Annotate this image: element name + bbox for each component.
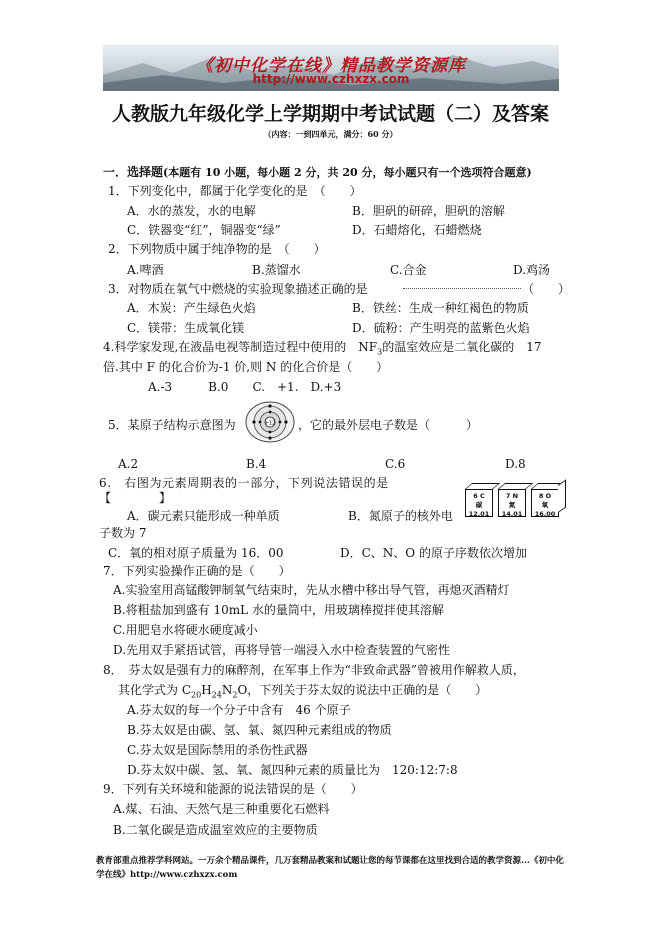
q8-option-a: A.芬太奴的每一个分子中含有 46 个原子 [127, 703, 351, 717]
element-cell-o [531, 489, 559, 517]
q6-option-c: C．氧的相对原子质量为 16．00 [108, 546, 284, 560]
q4-line1-b: 的温室效应是二氧化碳的 17 [382, 340, 542, 354]
q8-option-d: D.芬太奴中碳、氢、氧、氮四种元素的质量比为 120:12:7:8 [127, 763, 458, 777]
banner-url[interactable]: http://www.czhxzx.com [252, 72, 410, 86]
element-mass: 16.00 [534, 510, 556, 518]
q4-subscript: 3 [377, 347, 383, 357]
banner-title: 《初中化学在线》精品教学资源库 [196, 56, 466, 76]
atom-structure-icon [244, 400, 296, 444]
element-number: 6 C [473, 492, 485, 500]
site-banner [103, 45, 559, 91]
q1-stem: 1．下列变化中，都属于化学变化的是 （ ） [108, 184, 362, 198]
page-title: 人教版九年级化学上学期期中考试试题（二）及答案 [111, 103, 549, 125]
q2-option-b: B.蒸馏水 [252, 263, 301, 277]
q5-stem-a: 5．某原子结构示意图为 [108, 418, 236, 432]
q7-option-b: B.将粗盐加到盛有 10mL 水的量筒中，用玻璃棒搅拌使其溶解 [113, 603, 444, 617]
q7-option-a: A.实验室用高锰酸钾制氧气结束时，先从水槽中移出导气管，再熄灭酒精灯 [113, 583, 510, 597]
atom-nucleus-label: +12 [264, 420, 276, 427]
q3-option-a: A．木炭：产生绿色火焰 [127, 301, 256, 315]
q4-line2: 倍.其中 F 的化合价为-1 价,则 N 的化合价是（ ） [103, 360, 389, 374]
q6-option-d: D．C、N、O 的原子序数依次增加 [340, 546, 527, 560]
q7-option-c: C.用肥皂水将硬水硬度减小 [113, 623, 258, 637]
q8-formula-prefix: 其化学式为 C [118, 683, 191, 697]
q9-stem: 9．下列有关环境和能源的说法错误的是（ ） [103, 782, 363, 796]
section-note: (本题有 10 小题，每小题 2 分，共 20 分，每小题只有一个选项符合题意) [163, 166, 532, 179]
page-subtitle: （内容：一到四单元，满分：60 分） [263, 129, 398, 139]
page-footer: 教育部重点推荐学科网站。一万余个精品课件，几万套精品教案和试题让您的每节课都在这里找到合适的教学资源...《初中化学在线》http://www.czhxzx.com [96, 856, 564, 880]
element-cell-n [498, 489, 526, 517]
q1-option-d: D．石蜡熔化，石蜡燃烧 [352, 223, 482, 237]
periodic-table-fragment [465, 479, 565, 529]
element-name: 碳 [475, 501, 483, 509]
element-mass: 14.01 [501, 510, 523, 518]
q9-option-a: A.煤、石油、天然气是三种重要化石燃料 [113, 802, 330, 816]
element-name: 氮 [508, 501, 516, 509]
q2-option-c: C.合金 [390, 263, 427, 277]
q6-option-b: B．氮原子的核外电 [348, 509, 453, 523]
element-mass: 12.01 [468, 510, 490, 518]
q8-line2-suffix: ，下列关于芬太奴的说法中正确的是（ ） [247, 683, 488, 697]
element-number: 7 N [505, 492, 519, 500]
q2-stem: 2．下列物质中属于纯净物的是 （ ） [108, 242, 326, 256]
section-heading [103, 163, 532, 180]
q8-line1: 8． 芬太奴是强有力的麻醉剂，在军事上作为“非致命武器”曾被用作解救人质， [103, 663, 525, 677]
q9-option-b: B.二氧化碳是造成温室效应的主要物质 [113, 823, 318, 837]
q1-option-a: A．水的蒸发，水的电解 [127, 204, 256, 218]
q5-option-a: A.2 [118, 457, 139, 471]
q3-dotted-line [403, 288, 521, 289]
element-name: 氧 [541, 501, 549, 509]
q5-option-c: C.6 [385, 457, 406, 471]
q5-stem-b: ，它的最外层电子数是（ ） [298, 418, 479, 432]
q3-option-b: B．铁丝：生成一种红褐色的物质 [352, 301, 529, 315]
element-cell-c [465, 489, 493, 517]
q6-option-a: A．碳元素只能形成一种单质 [127, 509, 280, 523]
q3-option-c: C．镁带：生成氧化镁 [127, 321, 245, 335]
q5-option-d: D.8 [505, 457, 526, 471]
q1-option-b: B．胆矾的研碎，胆矾的溶解 [352, 204, 505, 218]
q4-line1-a: 4.科学家发现,在液晶电视等制造过程中使用的 NF [103, 340, 378, 354]
q7-stem: 7．下列实验操作正确的是（ ） [103, 564, 291, 578]
q3-option-d: D．硫粉：产生明亮的蓝紫色火焰 [352, 321, 530, 335]
element-number: 8 O [538, 492, 552, 500]
q6-bracket: 【 】 [99, 491, 172, 505]
q4-options: A.-3 B.0 C. +1. D.+3 [148, 380, 342, 394]
q6-stem: 6. 右图为元素周期表的一部分，下列说法错误的是 [99, 476, 389, 490]
q8-option-b: B.芬太奴是由碳、氢、氧、氮四种元素组成的物质 [127, 723, 392, 737]
q8-line2: 其化学式为 $C_{20}H_{24}N_2O$，下列关于芬太奴的说法中正确的是（ ） [118, 683, 488, 700]
q3-stem: 3．对物质在氧气中燃烧的实验现象描述正确的是 [108, 282, 368, 296]
section-label: 一．选择题 [103, 165, 164, 179]
q1-option-c: C．铁器变“红”，铜器变“绿” [127, 223, 281, 237]
q6-option-b-cont: 子数为 7 [99, 526, 147, 540]
q7-option-d: D.先用双手紧捂试管，再将导管一端浸入水中检查装置的气密性 [113, 643, 451, 657]
q2-option-a: A.啤酒 [127, 263, 164, 277]
q2-option-d: D.鸡汤 [513, 263, 551, 277]
q8-option-c: C.芬太奴是国际禁用的杀伤性武器 [127, 743, 308, 757]
q4-line1 [103, 338, 541, 356]
q3-bracket: （ ） [522, 282, 571, 296]
q5-option-b: B.4 [246, 457, 267, 471]
